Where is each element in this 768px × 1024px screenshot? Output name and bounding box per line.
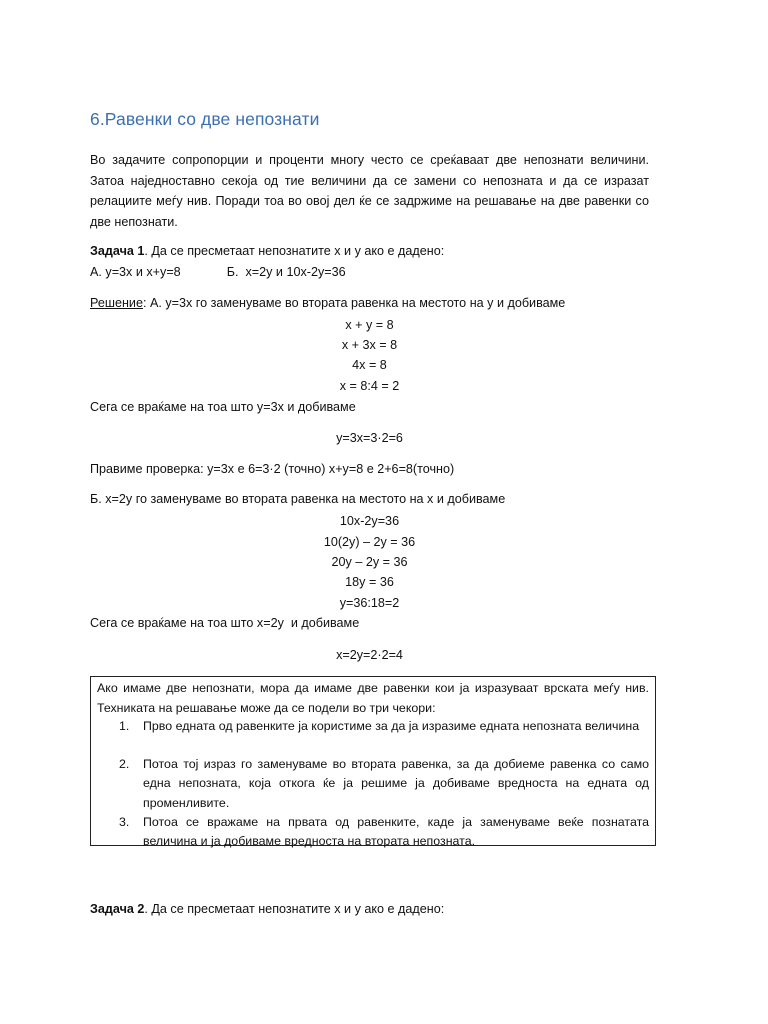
step-text: Потоа тој израз го заменуваме во втората равенка, за да добиеме равенка со само една непозната, која откога ќе ја решиме ја добиваме вредноста на едната од променливите. [143,757,649,810]
step-text: Потоа се вражаме на првата од равенките, каде ја заменуваме веќе познатата величина и ја добиваме вредноста на втората непозната. [143,815,649,849]
back-substitution-a: Сега се враќаме на тоа што y=3x и добиваме [90,400,356,414]
equation: x + 3x = 8 [341,338,398,352]
equation: 18y = 36 [345,575,394,589]
step-number: 3. [119,815,130,829]
equation: 4x = 8 [352,358,387,372]
solution-label: Решение [90,296,143,310]
task2-line [90,902,444,916]
result-b: x=2y=2·2=4 [336,648,403,662]
task1-part-a: А. y=3x и x+y=8 [90,265,181,279]
solution-text: : А. y=3x го заменуваме во втората равенка на местото на y и добиваме [142,296,566,310]
step-text: Прво едната од равенките ја користиме за да ја изразиме едната непозната величина [143,719,640,733]
step-number: 2. [119,757,130,771]
part-b-line: Б. x=2y го заменуваме во втората равенка на местото на x и добиваме [90,492,506,506]
equation: y=36:18=2 [339,596,400,610]
summary-intro: Ако имаме две непознати, мора да имаме две равенки кои ја изразуваат врската меѓу нив. Техниката на решавање може да се подели во три чекори: [97,681,649,715]
equation: 10x-2y=36 [339,514,400,528]
equation: x = 8:4 = 2 [339,379,400,393]
step-number: 1. [119,719,130,733]
summary-box [90,676,656,849]
intro-paragraph: Во задачите сопропорции и проценти многу често се среќаваат две непознати величини. Затоа наједноставно секоја од тие величини да се замени со непозната и да се изразат релациите меѓу нив. Поради тоа во овој дел ќе се задржиме на решавање на две равенки со две непознати. [90,153,649,229]
task1-text: . Да се пресметаат непознатите x и y ако е дадено: [144,244,445,258]
task1-parts [90,265,346,279]
result-a: y=3x=3·2=6 [336,431,403,445]
section-heading: 6.Равенки со две непознати [90,109,320,129]
equation: 20y – 2y = 36 [331,555,408,569]
task1-part-b: Б. x=2y и 10x-2y=36 [226,265,346,279]
task1-line [90,244,444,258]
task1-label: Задача 1 [90,244,145,258]
task2-label: Задача 2 [90,902,145,916]
check-line: Правиме проверка: y=3x е 6=3·2 (точно) x+y=8 е 2+6=8(точно) [90,462,455,476]
solution-line [90,296,565,310]
task2-text: . Да се пресметаат непознатите x и y ако е дадено: [144,902,445,916]
equation: x + y = 8 [345,318,394,332]
equation: 10(2y) – 2y = 36 [323,535,416,549]
back-substitution-b: Сега се враќаме на тоа што x=2y и добиваме [90,616,360,630]
